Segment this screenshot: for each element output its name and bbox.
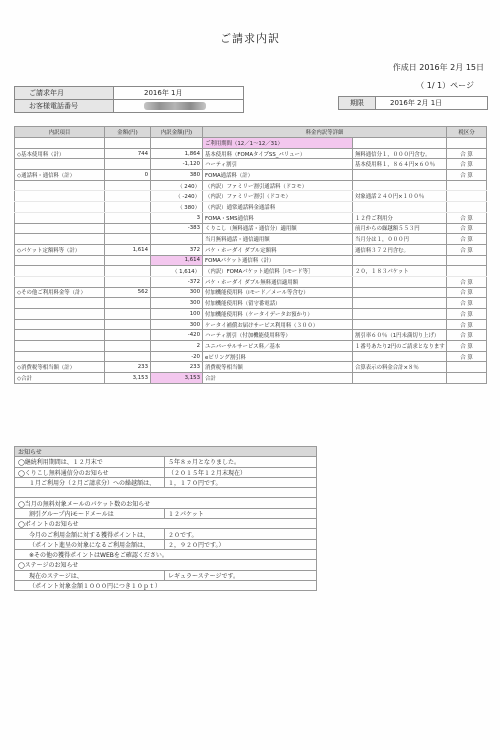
table-row [15, 191, 487, 202]
row-amount [105, 234, 151, 245]
row-detail: ハーティ割引（付加機能使用料等） [203, 330, 353, 341]
notice-row [15, 457, 317, 467]
row-breakdown: （ 1,614） [151, 266, 203, 277]
header-amount: 金額(円) [105, 127, 151, 138]
table-row [15, 351, 487, 362]
row-detail: 基本使用料（FOMAタイプSS_バリュー） [203, 148, 353, 159]
row-item [15, 351, 105, 362]
notice-row [15, 477, 317, 487]
table-row [15, 159, 487, 170]
row-item: ◇その他ご利用料金等（計） [15, 287, 105, 298]
row-amount: 3,153 [105, 373, 151, 384]
row-item [15, 276, 105, 287]
row-item [15, 341, 105, 352]
row-amount [105, 309, 151, 320]
row-item [15, 138, 105, 149]
row-item [15, 319, 105, 330]
row-tax [447, 138, 487, 149]
row-amount: 0 [105, 170, 151, 181]
row-note: 対象通話２４０円×１００％ [353, 191, 447, 202]
row-tax: 合 算 [447, 309, 487, 320]
row-detail: 消費税等相当額 [203, 362, 353, 373]
notice-value: ２，９２０円です。） [165, 539, 317, 549]
row-breakdown: -1,120 [151, 159, 203, 170]
row-amount [105, 202, 151, 213]
row-detail: （内訳）ファミリー割引通話料（ドコモ） [203, 180, 353, 191]
page-number: （ 1/ 1）ページ [416, 81, 474, 90]
row-breakdown: 1,614 [151, 255, 203, 266]
table-row [15, 180, 487, 191]
table-row [15, 138, 487, 149]
row-tax: 合 算 [447, 276, 487, 287]
row-breakdown: -20 [151, 351, 203, 362]
row-detail: 付加機能使用料（ケータイデータお預かり） [203, 309, 353, 320]
created-label: 作成日 [392, 63, 417, 72]
row-detail: eビリング割引料 [203, 351, 353, 362]
row-tax: 合 算 [447, 330, 487, 341]
row-detail: FOMAパケット通信料（計） [203, 255, 353, 266]
row-amount: 744 [105, 148, 151, 159]
row-item [15, 309, 105, 320]
row-breakdown: 372 [151, 244, 203, 255]
row-tax [447, 373, 487, 384]
notice-label: １月ご利用分（２月ご請求分）への繰越額は、 [15, 477, 165, 487]
row-note [353, 319, 447, 330]
row-item [15, 202, 105, 213]
row-breakdown: 2 [151, 341, 203, 352]
row-item: ◇消費税等相当額（計） [15, 362, 105, 373]
redaction-blur [144, 102, 206, 110]
row-tax [447, 266, 487, 277]
notice-row [15, 549, 317, 559]
notice-value: １２パケット [165, 508, 317, 518]
row-amount [105, 159, 151, 170]
row-item [15, 191, 105, 202]
row-tax: 合 算 [447, 159, 487, 170]
row-item [15, 330, 105, 341]
row-tax [447, 202, 487, 213]
row-note [353, 373, 447, 384]
row-tax: 合 算 [447, 244, 487, 255]
notice-table [14, 446, 317, 591]
created-value: 2016年 2月 15日 [419, 63, 484, 72]
row-breakdown: 380 [151, 170, 203, 181]
row-tax: 合 算 [447, 351, 487, 362]
notice-header-row [15, 447, 317, 457]
row-breakdown [151, 138, 203, 149]
row-breakdown: -383 [151, 223, 203, 234]
row-note: １２件ご利用分 [353, 212, 447, 223]
notice-value: （２０１５年１２月末現在） [165, 467, 317, 477]
row-breakdown: 100 [151, 309, 203, 320]
row-item: ◇通話料・通信料（計） [15, 170, 105, 181]
row-item [15, 234, 105, 245]
row-amount [105, 276, 151, 287]
row-item [15, 255, 105, 266]
notice-label: ◯継続利用期間は、１２月末で [15, 457, 165, 467]
row-note [353, 138, 447, 149]
due-date-box [338, 96, 488, 110]
row-amount [105, 212, 151, 223]
table-row [15, 330, 487, 341]
row-breakdown: 300 [151, 298, 203, 309]
row-breakdown: -372 [151, 276, 203, 287]
row-item [15, 180, 105, 191]
row-note [353, 287, 447, 298]
row-note: 無料通信分１，０００円含む。 [353, 148, 447, 159]
document-title: ご請求内訳 [220, 32, 280, 45]
table-row [15, 170, 487, 181]
row-detail: 付加機能使用料（留守番電話） [203, 298, 353, 309]
row-tax: 合 算 [447, 223, 487, 234]
row-detail: 合計 [203, 373, 353, 384]
billing-breakdown-table [14, 126, 487, 384]
notice-label: ◯当月の無料対象メールのパケット数のお知らせ [15, 498, 317, 508]
row-note [353, 255, 447, 266]
row-item: ◇パケット定額料等（計） [15, 244, 105, 255]
row-amount [105, 255, 151, 266]
notice-label: （ポイント対象金額１０００円につき１０ｐｔ） [15, 580, 317, 590]
table-row [15, 234, 487, 245]
row-detail: （内訳）ファミリー割引（ドコモ） [203, 191, 353, 202]
notice-label [15, 488, 317, 498]
due-value: 2016年 2月 1日 [390, 99, 443, 107]
row-note: 合算表示の料金合計×８％ [353, 362, 447, 373]
header-tax: 税区分 [447, 127, 487, 138]
row-tax [447, 191, 487, 202]
table-row [15, 319, 487, 330]
row-amount: 562 [105, 287, 151, 298]
row-detail: 付加機能使用料（iモード／メール等含む） [203, 287, 353, 298]
notice-row [15, 508, 317, 518]
row-amount: 233 [105, 362, 151, 373]
notice-label: 今月のご利用金額に対する獲得ポイントは、 [15, 529, 165, 539]
notice-row [15, 560, 317, 570]
row-note [353, 170, 447, 181]
row-note: 割引率６０％（1円未満切り上げ） [353, 330, 447, 341]
table-row [15, 276, 487, 287]
table-row [15, 244, 487, 255]
row-detail: ケータイ補償お届けサービス利用料（３００） [203, 319, 353, 330]
row-item: ◇基本使用料（計） [15, 148, 105, 159]
table-row [15, 266, 487, 277]
row-note [353, 202, 447, 213]
notice-value: ２０です。 [165, 529, 317, 539]
customer-info-box [14, 86, 244, 113]
row-breakdown: （ 240） [151, 180, 203, 191]
table-row [15, 362, 487, 373]
header-breakdown: 内訳金額(円) [151, 127, 203, 138]
row-detail: くりこし（無料通話・通信分）適用額 [203, 223, 353, 234]
row-detail: FOMA通話料（計） [203, 170, 353, 181]
row-breakdown: 3,153 [151, 373, 203, 384]
notice-row [15, 539, 317, 549]
row-breakdown: 300 [151, 319, 203, 330]
row-amount: 1,614 [105, 244, 151, 255]
table-row [15, 202, 487, 213]
row-item [15, 266, 105, 277]
row-tax: 合 算 [447, 234, 487, 245]
notice-row [15, 529, 317, 539]
table-row [15, 223, 487, 234]
table-row [15, 341, 487, 352]
row-tax: 合 算 [447, 170, 487, 181]
row-detail: 当月無料通話・通信適用額 [203, 234, 353, 245]
row-note [353, 309, 447, 320]
notice-row [15, 488, 317, 498]
row-note: 前月からの繰越額５５３円 [353, 223, 447, 234]
row-item [15, 298, 105, 309]
row-note [353, 276, 447, 287]
notice-row [15, 467, 317, 477]
row-item [15, 223, 105, 234]
row-detail: （内訳）FOMAパケット通信料［iモード等］ [203, 266, 353, 277]
row-note: １番号あたり2円のご請求となります [353, 341, 447, 352]
table-row [15, 309, 487, 320]
notice-row [15, 519, 317, 529]
row-detail: FOMA・SMS通信料 [203, 212, 353, 223]
row-detail: ユニバーサルサービス料／基本 [203, 341, 353, 352]
notice-row [15, 498, 317, 508]
row-tax [447, 255, 487, 266]
row-note: ２０，１８３パケット [353, 266, 447, 277]
row-note: 基本使用料１，８６４円×６０％ [353, 159, 447, 170]
notice-label: ※その他の獲得ポイントはWEBをご確認ください。 [15, 549, 317, 559]
notice-row [15, 570, 317, 580]
row-item [15, 212, 105, 223]
table-body [15, 138, 487, 384]
row-breakdown: 1,864 [151, 148, 203, 159]
row-amount [105, 191, 151, 202]
row-tax: 合 算 [447, 298, 487, 309]
row-item [15, 159, 105, 170]
billing-month-value: 2016年 1月 [144, 89, 183, 97]
row-breakdown: -420 [151, 330, 203, 341]
notice-label: ◯ポイントのお知らせ [15, 519, 317, 529]
row-amount [105, 330, 151, 341]
row-tax [447, 362, 487, 373]
row-tax: 合 算 [447, 319, 487, 330]
header-detail: 料金内訳等詳細 [203, 127, 447, 138]
table-row [15, 148, 487, 159]
notice-row [15, 580, 317, 590]
row-amount [105, 341, 151, 352]
row-note [353, 298, 447, 309]
notice-value: レギュラーステージです。 [165, 570, 317, 580]
notice-label: 現在のステージは、 [15, 570, 165, 580]
row-amount [105, 223, 151, 234]
row-tax: 合 算 [447, 341, 487, 352]
row-note: 当月分は１，０００円 [353, 234, 447, 245]
phone-number-redacted [114, 100, 243, 112]
row-tax: 合 算 [447, 287, 487, 298]
row-tax [447, 180, 487, 191]
notice-label: ◯ステージのお知らせ [15, 560, 317, 570]
notice-value: １，１７０円です。 [165, 477, 317, 487]
notice-label: （ポイント進呈の対象になるご利用金額は、 [15, 539, 165, 549]
row-note [353, 351, 447, 362]
row-breakdown: 233 [151, 362, 203, 373]
row-amount [105, 319, 151, 330]
created-date [393, 62, 484, 73]
table-row [15, 373, 487, 384]
row-breakdown: 300 [151, 287, 203, 298]
table-row [15, 287, 487, 298]
notice-label: 割引グループ内iモードメールは [15, 508, 165, 518]
row-detail: ハーティ割引 [203, 159, 353, 170]
row-amount [105, 266, 151, 277]
row-detail: パケ・ホーダイ ダブル定額料 [203, 244, 353, 255]
row-detail: ご利用期間（12／1～12／31） [203, 138, 353, 149]
row-tax: 合 算 [447, 212, 487, 223]
notice-body [15, 447, 317, 591]
table-header-row [15, 127, 487, 138]
notice-value: ５年８ヵ月となりました。 [165, 457, 317, 467]
notice-label: ◯くりこし無料通信分のお知らせ [15, 467, 165, 477]
row-note: 通信料３７２円含む。 [353, 244, 447, 255]
table-row [15, 255, 487, 266]
row-breakdown: （ 380） [151, 202, 203, 213]
row-amount [105, 351, 151, 362]
header-item: 内訳項目 [15, 127, 105, 138]
row-breakdown: （ -240） [151, 191, 203, 202]
table-row [15, 212, 487, 223]
row-detail: パケ・ホーダイ ダブル無料通信適用額 [203, 276, 353, 287]
row-breakdown [151, 234, 203, 245]
row-item: ◇合計 [15, 373, 105, 384]
row-note [353, 180, 447, 191]
due-label: 期限 [339, 97, 376, 109]
billing-month-label: ご請求年月 [15, 87, 114, 99]
phone-number-label: お客様電話番号 [15, 100, 114, 112]
table-row [15, 298, 487, 309]
row-amount [105, 138, 151, 149]
row-tax: 合 算 [447, 148, 487, 159]
row-detail: （内訳）通常通話料金通話料 [203, 202, 353, 213]
row-amount [105, 298, 151, 309]
row-breakdown: 3 [151, 212, 203, 223]
notice-title: お知らせ [15, 447, 317, 457]
row-amount [105, 180, 151, 191]
